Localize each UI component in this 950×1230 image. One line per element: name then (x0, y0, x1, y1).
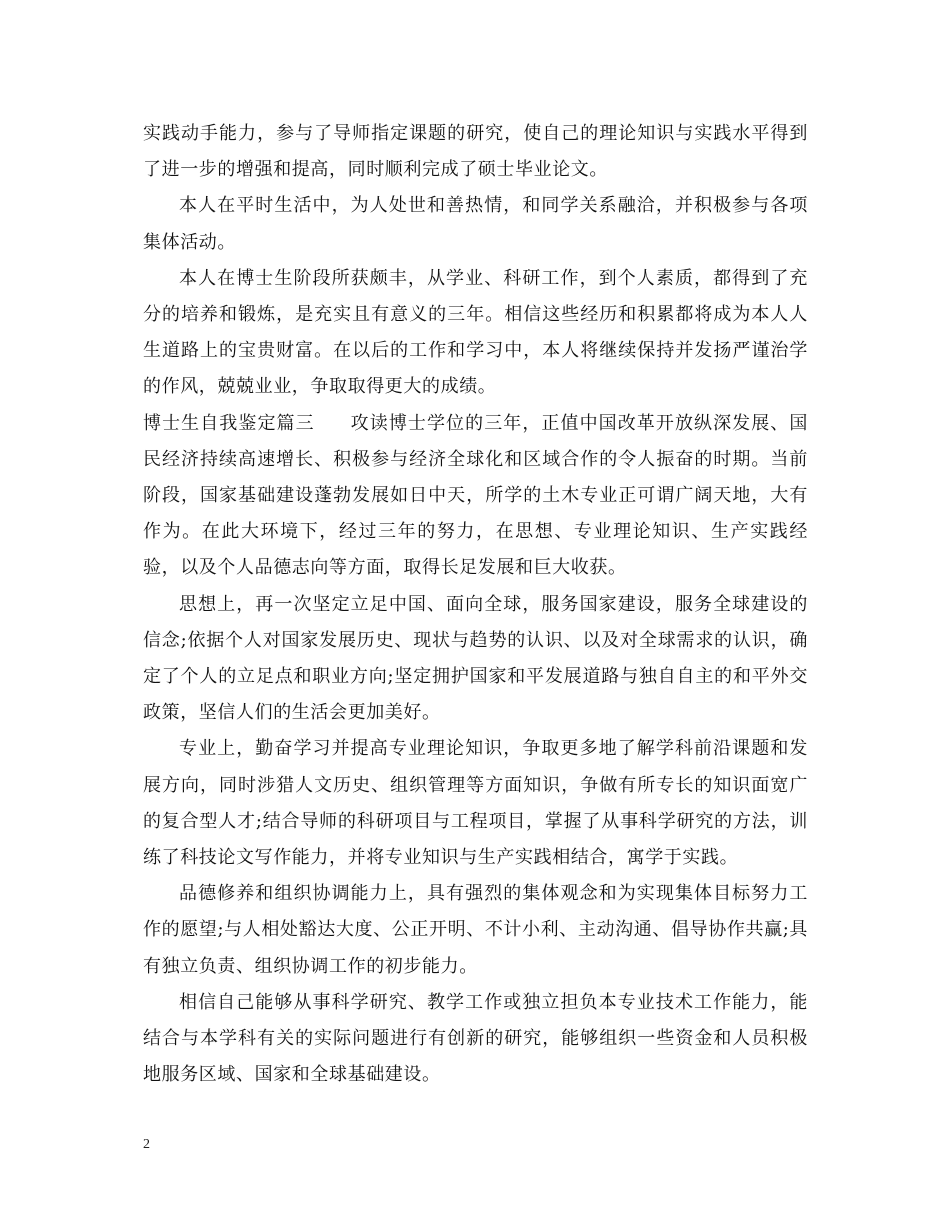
section-heading: 博士生自我鉴定篇三 (143, 412, 315, 434)
page-number: 2 (143, 1137, 150, 1152)
paragraph-8: 相信自己能够从事科学研究、教学工作或独立担负本专业技术工作能力，能结合与本学科有关的实际问题进行有创新的研究，能够组织一些资金和人员积极地服务区域、国家和全球基础建设。 (143, 991, 808, 1086)
paragraph-3: 本人在博士生阶段所获颇丰，从学业、科研工作，到个人素质，都得到了充分的培养和锻炼，是充实且有意义的三年。相信这些经历和积累都将成为本人人生道路上的宝贵财富。在以后的工作和学习中，本人将继续保持并发扬严谨治学的作风，兢兢业业，争取取得更大的成绩。 (143, 267, 808, 398)
paragraph-1: 实践动手能力，参与了导师指定课题的研究，使自己的理论知识与实践水平得到了进一步的增强和提高，同时顺利完成了硕士毕业论文。 (143, 123, 808, 181)
paragraph-7: 品德修养和组织协调能力上，具有强烈的集体观念和为实现集体目标努力工作的愿望;与人相处豁达大度、公正开明、不计小利、主动沟通、倡导协作共赢;具有独立负责、组织协调工作的初步能力。 (143, 883, 808, 977)
paragraph-4 (143, 406, 808, 587)
paragraph-6: 专业上，勤奋学习并提高专业理论知识，争取更多地了解学科前沿课题和发展方向，同时涉猎人文历史、组织管理等方面知识，争做有所专长的知识面宽广的复合型人才;结合导师的科研项目与工程项目，掌握了从事科学研究的方法，训练了科技论文写作能力，并将专业知识与生产实践相结合，寓学于实践。 (143, 738, 808, 869)
paragraph-2: 本人在平时生活中，为人处世和善热情，和同学关系融洽，并积极参与各项集体活动。 (143, 195, 808, 253)
document-body (143, 116, 808, 1093)
paragraph-5: 思想上，再一次坚定立足中国、面向全球，服务国家建设，服务全球建设的信念;依据个人对国家发展历史、现状与趋势的认识、以及对全球需求的认识，确定了个人的立足点和职业方向;坚定拥护国家和平发展道路与独自自主的和平外交政策，坚信人们的生活会更加美好。 (143, 593, 808, 724)
paragraph-4-text: 攻读博士学位的三年，正值中国改革开放纵深发展、国民经济持续高速增长、积极参与经济全球化和区域合作的令人振奋的时期。当前阶段，国家基础建设蓬勃发展如日中天，所学的土木专业正可谓广阔天地，大有作为。在此大环境下，经过三年的努力，在思想、专业理论知识、生产实践经验，以及个人品德志向等方面，取得长足发展和巨大收获。 (143, 412, 808, 579)
